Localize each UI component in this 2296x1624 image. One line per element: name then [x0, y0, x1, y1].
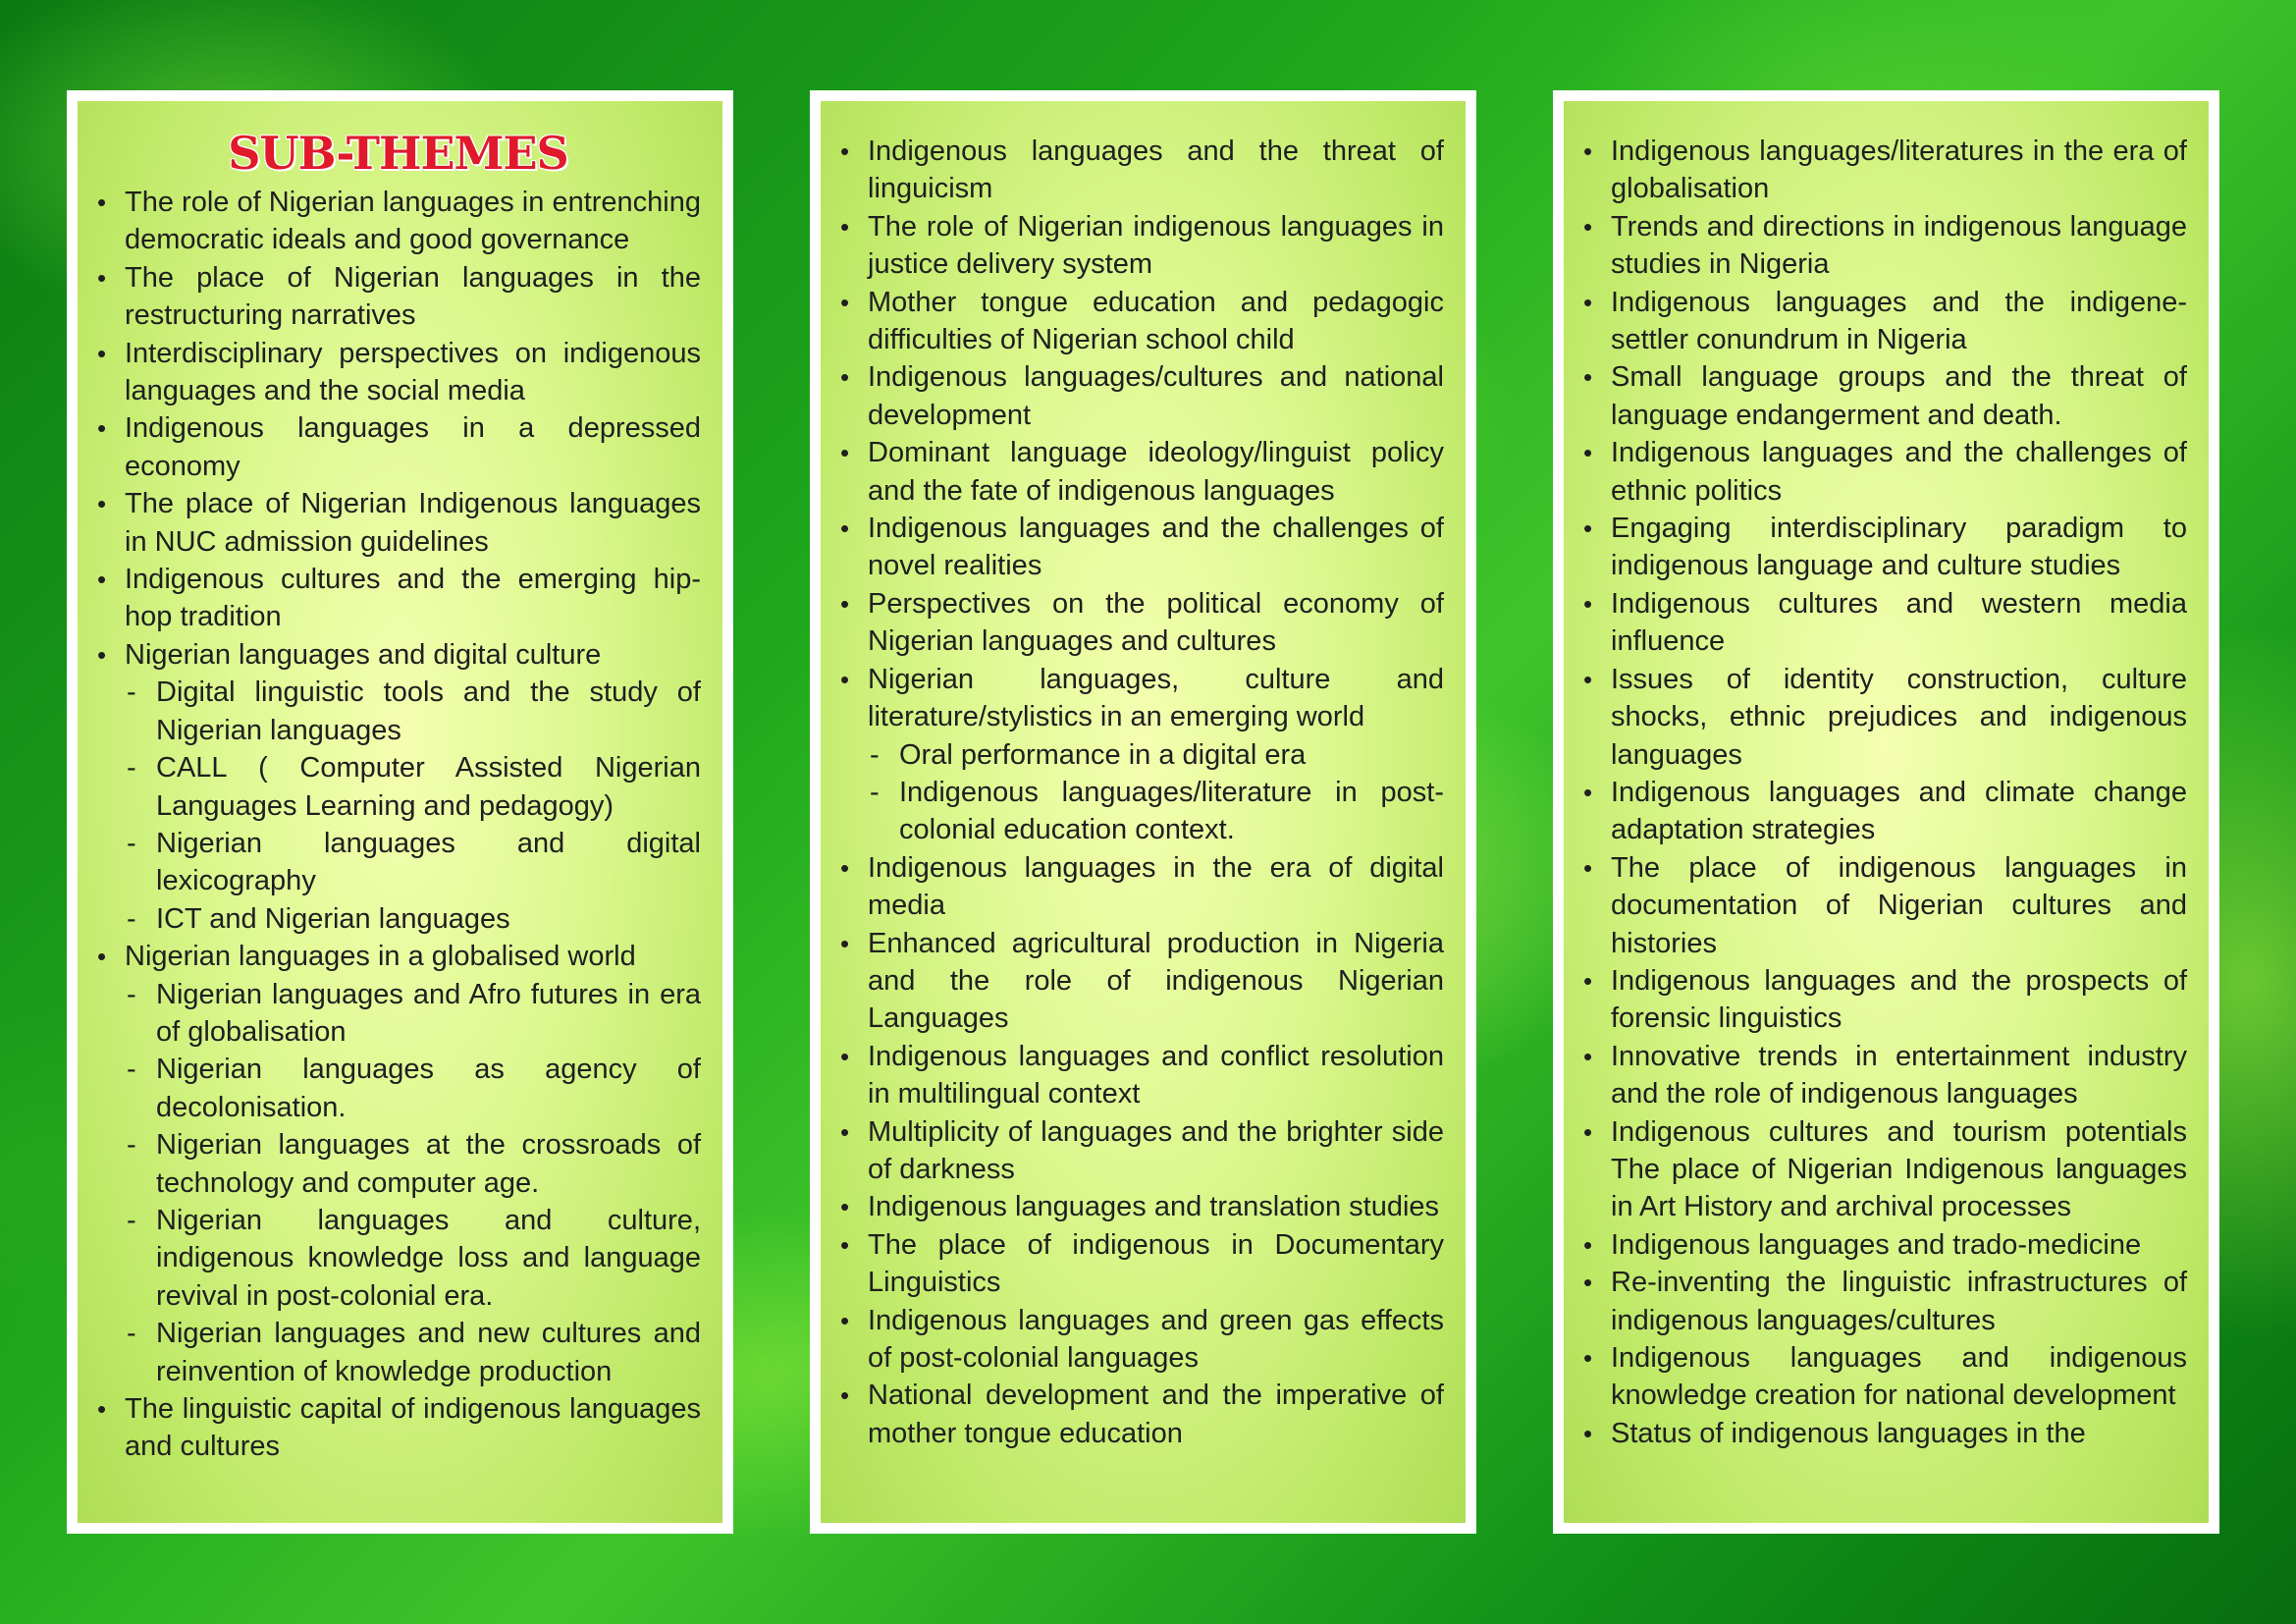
subtheme-item: [1581, 510, 2187, 585]
subtheme-item: [1581, 849, 2187, 962]
subtheme-subitem-text: Nigerian languages and Afro futures in era of globalisation: [156, 978, 701, 1048]
subtheme-text: Indigenous languages and translation studies: [868, 1191, 1440, 1223]
subtheme-text: Indigenous cultures and the emerging hip-hop tradition: [125, 564, 701, 633]
subtheme-subitem: [95, 976, 701, 1052]
bullet-icon: •: [1583, 287, 1593, 317]
subtheme-subitem-text: ICT and Nigerian languages: [156, 902, 510, 935]
subtheme-subitem: [95, 900, 701, 938]
subtheme-text: Indigenous languages and the indigene-settler conundrum in Nigeria: [1611, 286, 2187, 356]
bullet-icon: •: [840, 852, 850, 883]
subtheme-text: Indigenous languages and the challenges of ethnic politics: [1611, 437, 2187, 507]
bullet-icon: •: [840, 588, 850, 619]
bullet-icon: •: [840, 514, 850, 544]
subtheme-item: [95, 335, 701, 410]
subtheme-text: Indigenous languages and climate change adaptation strategies: [1611, 776, 2187, 846]
subtheme-subitem-text: CALL ( Computer Assisted Nigerian Languages Learning and pedagogy): [156, 752, 701, 822]
subtheme-item: [95, 938, 701, 975]
subtheme-list-3: [1581, 133, 2187, 1452]
subtheme-text: Indigenous cultures and tourism potentials The place of Nigerian Indigenous languages in Art History and archival processes: [1611, 1115, 2187, 1223]
subtheme-text: Mother tongue education and pedagogic difficulties of Nigerian school child: [868, 286, 1444, 356]
subtheme-item: [1581, 1113, 2187, 1226]
subtheme-text: Issues of identity construction, culture shocks, ethnic prejudices and indigenous languages: [1611, 663, 2187, 771]
subtheme-text: Enhanced agricultural production in Nigeria and the role of indigenous Nigerian Languages: [868, 927, 1444, 1035]
bullet-icon: •: [97, 338, 107, 368]
subtheme-subitem: [95, 825, 701, 900]
subtheme-item: [1581, 661, 2187, 774]
subtheme-item: [838, 1226, 1444, 1302]
dash-icon: -: [127, 902, 136, 935]
bullet-icon: •: [1583, 1229, 1593, 1260]
subtheme-item: [838, 1377, 1444, 1452]
subtheme-subitem-text: Nigerian languages and digital lexicography: [156, 827, 701, 897]
subtheme-list-2: [838, 133, 1444, 1452]
subtheme-item: [838, 284, 1444, 359]
subtheme-subitem-text: Digital linguistic tools and the study of Nigerian languages: [156, 677, 701, 746]
subtheme-text: The role of Nigerian indigenous languages in justice delivery system: [868, 210, 1444, 281]
subtheme-item: [1581, 434, 2187, 510]
bullet-icon: •: [1583, 1343, 1593, 1373]
subtheme-text: The place of indigenous in Documentary Linguistics: [868, 1228, 1444, 1299]
subtheme-item: [95, 1390, 701, 1466]
subtheme-item: [95, 259, 701, 335]
subtheme-text: Indigenous languages and trado-medicine: [1611, 1228, 2142, 1261]
subtheme-text: Indigenous languages and conflict resolution in multilingual context: [868, 1040, 1444, 1110]
dash-icon: -: [127, 827, 136, 859]
subtheme-item: [1581, 1038, 2187, 1113]
subtheme-subitem-text: Nigerian languages and new cultures and reinvention of knowledge production: [156, 1318, 701, 1387]
subtheme-item: [1581, 962, 2187, 1038]
subtheme-text: Dominant language ideology/linguist policy and the fate of indigenous languages: [868, 437, 1444, 507]
bullet-icon: •: [840, 287, 850, 317]
dash-icon: -: [127, 978, 136, 1010]
subtheme-item: [1581, 208, 2187, 284]
subtheme-text: Indigenous languages in the era of digital media: [868, 851, 1444, 922]
bullet-icon: •: [840, 438, 850, 468]
page-title: SUB-THEMES: [228, 127, 568, 180]
bullet-icon: •: [1583, 362, 1593, 393]
subtheme-subitem-text: Indigenous languages/literature in post-colonial education context.: [899, 776, 1444, 846]
subtheme-item: [838, 849, 1444, 925]
subtheme-subitem-text: Nigerian languages as agency of decolonisation.: [156, 1054, 701, 1123]
subtheme-text: Nigerian languages in a globalised world: [125, 941, 636, 973]
subtheme-list-1: [95, 184, 701, 1466]
bullet-icon: •: [97, 639, 107, 670]
dash-icon: -: [870, 776, 880, 808]
subtheme-text: The linguistic capital of indigenous languages and cultures: [125, 1393, 701, 1463]
dash-icon: -: [870, 738, 880, 771]
bullet-icon: •: [840, 1305, 850, 1335]
bullet-icon: •: [97, 565, 107, 595]
subtheme-item: [838, 661, 1444, 736]
dash-icon: -: [127, 1318, 136, 1350]
subtheme-item: [838, 1038, 1444, 1113]
bullet-icon: •: [97, 1394, 107, 1424]
subtheme-text: Indigenous languages and indigenous knowledge creation for national development: [1611, 1342, 2187, 1412]
subtheme-subitem: [95, 1202, 701, 1315]
subtheme-subitem-text: Nigerian languages and culture, indigenous knowledge loss and language revival in post-colonial era.: [156, 1204, 701, 1312]
subtheme-item: [95, 561, 701, 636]
subtheme-item: [838, 133, 1444, 208]
subthemes-panel-2: [810, 90, 1476, 1534]
subtheme-subitem: [95, 1126, 701, 1202]
subtheme-item: [838, 1113, 1444, 1189]
subtheme-subitem: [95, 1051, 701, 1126]
subtheme-text: Status of indigenous languages in the: [1611, 1417, 2086, 1449]
subtheme-text: Re-inventing the linguistic infrastructures of indigenous languages/cultures: [1611, 1267, 2187, 1336]
subtheme-text: Nigerian languages, culture and literature/stylistics in an emerging world: [868, 663, 1444, 733]
bullet-icon: •: [1583, 514, 1593, 544]
bullet-icon: •: [1583, 852, 1593, 883]
subtheme-text: The place of Nigerian Indigenous languages in NUC admission guidelines: [125, 488, 701, 558]
subtheme-item: [838, 434, 1444, 510]
subtheme-item: [838, 510, 1444, 585]
subtheme-text: Innovative trends in entertainment industry and the role of indigenous languages: [1611, 1040, 2187, 1110]
subtheme-text: Indigenous cultures and western media influence: [1611, 587, 2187, 658]
subtheme-item: [838, 585, 1444, 661]
subtheme-subitem-text: Oral performance in a digital era: [899, 738, 1307, 771]
bullet-icon: •: [1583, 1268, 1593, 1298]
subtheme-subitem: [838, 774, 1444, 849]
subtheme-item: [1581, 133, 2187, 208]
bullet-icon: •: [1583, 136, 1593, 166]
subtheme-text: Trends and directions in indigenous language studies in Nigeria: [1611, 210, 2187, 281]
bullet-icon: •: [840, 1116, 850, 1147]
bullet-icon: •: [840, 1380, 850, 1411]
subtheme-text: Indigenous languages/literatures in the era of globalisation: [1611, 135, 2187, 205]
subtheme-item: [95, 184, 701, 259]
dash-icon: -: [127, 1054, 136, 1086]
subtheme-text: Indigenous languages/cultures and national development: [868, 361, 1444, 431]
bullet-icon: •: [1583, 1116, 1593, 1147]
bullet-icon: •: [97, 942, 107, 972]
subtheme-text: Indigenous languages and the threat of linguicism: [868, 135, 1444, 205]
bullet-icon: •: [840, 1192, 850, 1222]
bullet-icon: •: [1583, 664, 1593, 694]
bullet-icon: •: [97, 413, 107, 444]
subtheme-subitem-text: Nigerian languages at the crossroads of technology and computer age.: [156, 1129, 701, 1199]
bullet-icon: •: [97, 188, 107, 217]
subtheme-item: [838, 1188, 1444, 1225]
bullet-icon: •: [840, 1041, 850, 1071]
bullet-icon: •: [840, 211, 850, 242]
subtheme-text: The role of Nigerian languages in entrenching democratic ideals and good governance: [125, 187, 701, 256]
dash-icon: -: [127, 1129, 136, 1162]
bullet-icon: •: [1583, 965, 1593, 996]
bullet-icon: •: [1583, 588, 1593, 619]
bullet-icon: •: [840, 136, 850, 166]
subtheme-item: [838, 925, 1444, 1038]
subtheme-text: Engaging interdisciplinary paradigm to indigenous language and culture studies: [1611, 513, 2187, 582]
subtheme-item: [838, 208, 1444, 284]
bullet-icon: •: [1583, 438, 1593, 468]
bullet-icon: •: [840, 928, 850, 958]
dash-icon: -: [127, 1204, 136, 1236]
subtheme-item: [1581, 1339, 2187, 1415]
subtheme-text: Indigenous languages and the prospects of forensic linguistics: [1611, 964, 2187, 1035]
bullet-icon: •: [840, 362, 850, 393]
bullet-icon: •: [97, 489, 107, 519]
subtheme-text: Interdisciplinary perspectives on indigenous languages and the social media: [125, 337, 701, 407]
bullet-icon: •: [1583, 1041, 1593, 1071]
subtheme-item: [95, 485, 701, 561]
subtheme-text: National development and the imperative of mother tongue education: [868, 1380, 1444, 1449]
subtheme-item: [1581, 358, 2187, 434]
subthemes-panel-1: [67, 90, 733, 1534]
subtheme-subitem: [95, 749, 701, 825]
subtheme-item: [838, 358, 1444, 434]
subtheme-item: [838, 1302, 1444, 1378]
bullet-icon: •: [840, 664, 850, 694]
subtheme-text: Nigerian languages and digital culture: [125, 638, 602, 671]
subthemes-panel-3: [1553, 90, 2219, 1534]
subtheme-text: Indigenous languages and green gas effects of post-colonial languages: [868, 1304, 1444, 1374]
dash-icon: -: [127, 677, 136, 709]
subtheme-item: [1581, 1415, 2187, 1452]
bullet-icon: •: [97, 262, 107, 293]
subtheme-text: Indigenous languages and the challenges of novel realities: [868, 513, 1444, 582]
bullet-icon: •: [840, 1229, 850, 1260]
bullet-icon: •: [1583, 211, 1593, 242]
subtheme-item: [95, 636, 701, 674]
subtheme-item: [1581, 585, 2187, 661]
subtheme-text: The place of indigenous languages in documentation of Nigerian cultures and histories: [1611, 851, 2187, 959]
subtheme-item: [1581, 1264, 2187, 1339]
subtheme-text: Multiplicity of languages and the brighter side of darkness: [868, 1115, 1444, 1185]
subtheme-item: [1581, 1226, 2187, 1264]
bullet-icon: •: [1583, 777, 1593, 807]
subtheme-item: [95, 409, 701, 485]
subtheme-subitem: [95, 674, 701, 749]
subtheme-subitem: [838, 736, 1444, 774]
subtheme-text: Indigenous languages in a depressed economy: [125, 412, 701, 482]
dash-icon: -: [127, 752, 136, 785]
subtheme-text: Perspectives on the political economy of Nigerian languages and cultures: [868, 587, 1444, 658]
subtheme-item: [1581, 774, 2187, 849]
subtheme-subitem: [95, 1315, 701, 1390]
subtheme-item: [1581, 284, 2187, 359]
subtheme-text: Small language groups and the threat of language endangerment and death.: [1611, 361, 2187, 431]
bullet-icon: •: [1583, 1418, 1593, 1448]
subtheme-text: The place of Nigerian languages in the restructuring narratives: [125, 261, 701, 332]
